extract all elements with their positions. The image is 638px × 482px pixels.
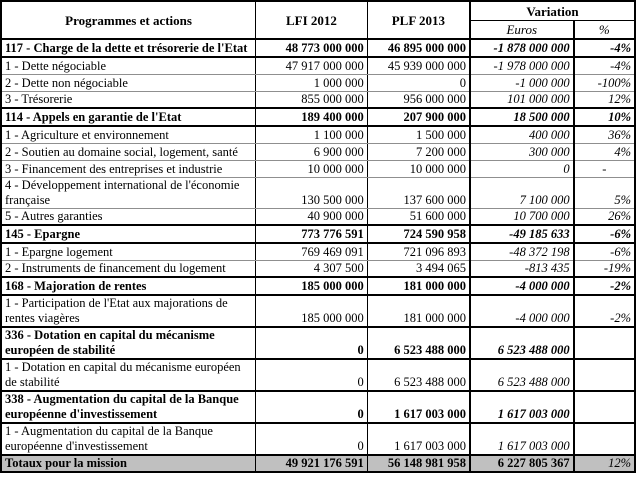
cell-label: 3 - Financement des entreprises et industrie — [1, 160, 256, 177]
cell-label: 336 - Dotation en capital du mécanisme européen de stabilité — [1, 327, 256, 359]
cell-lfi-2012: 6 900 000 — [256, 143, 368, 160]
cell-variation-euros: -4 000 000 — [470, 277, 574, 295]
cell-lfi-2012: 855 000 000 — [256, 91, 368, 108]
cell-variation-pct — [574, 327, 635, 359]
cell-lfi-2012: 769 469 091 — [256, 243, 368, 260]
cell-variation-pct: 26% — [574, 208, 635, 225]
cell-lfi-2012: 130 500 000 — [256, 177, 368, 208]
col-header-programmes: Programmes et actions — [1, 1, 256, 39]
cell-lfi-2012: 40 900 000 — [256, 208, 368, 225]
cell-variation-pct: 4% — [574, 143, 635, 160]
cell-lfi-2012: 0 — [256, 327, 368, 359]
cell-label: 1 - Participation de l'Etat aux majorations de rentes viagères — [1, 295, 256, 327]
cell-plf-2013: 1 617 003 000 — [367, 391, 470, 423]
cell-variation-euros: -48 372 198 — [470, 243, 574, 260]
cell-lfi-2012: 4 307 500 — [256, 260, 368, 277]
cell-lfi-2012: 49 921 176 591 — [256, 455, 368, 472]
cell-variation-euros: 400 000 — [470, 126, 574, 143]
cell-label: 114 - Appels en garantie de l'Etat — [1, 108, 256, 126]
cell-plf-2013: 956 000 000 — [367, 91, 470, 108]
cell-variation-pct: 10% — [574, 108, 635, 126]
table-row — [1, 225, 635, 243]
cell-plf-2013: 56 148 981 958 — [367, 455, 470, 472]
table-row — [1, 74, 635, 91]
cell-plf-2013: 6 523 488 000 — [367, 327, 470, 359]
col-header-variation-euros: Euros — [470, 21, 574, 40]
cell-variation-euros: -1 978 000 000 — [470, 57, 574, 74]
cell-label: 1 - Dotation en capital du mécanisme européen de stabilité — [1, 359, 256, 391]
cell-plf-2013: 181 000 000 — [367, 277, 470, 295]
cell-label: 145 - Epargne — [1, 225, 256, 243]
cell-label: 1 - Agriculture et environnement — [1, 126, 256, 143]
cell-label: 2 - Instruments de financement du logement — [1, 260, 256, 277]
table-row — [1, 108, 635, 126]
cell-plf-2013: 51 600 000 — [367, 208, 470, 225]
cell-label: 4 - Développement international de l'économie française — [1, 177, 256, 208]
cell-lfi-2012: 185 000 000 — [256, 277, 368, 295]
cell-variation-pct: 36% — [574, 126, 635, 143]
cell-variation-pct: 5% — [574, 177, 635, 208]
table-row — [1, 57, 635, 74]
cell-variation-pct: 12% — [574, 455, 635, 472]
cell-variation-pct: -19% — [574, 260, 635, 277]
table-body — [1, 39, 635, 472]
table-row — [1, 327, 635, 359]
cell-label: 1 - Augmentation du capital de la Banque européenne d'investissement — [1, 423, 256, 455]
cell-plf-2013: 724 590 958 — [367, 225, 470, 243]
cell-lfi-2012: 189 400 000 — [256, 108, 368, 126]
cell-label: 3 - Trésorerie — [1, 91, 256, 108]
cell-lfi-2012: 0 — [256, 423, 368, 455]
cell-label: 5 - Autres garanties — [1, 208, 256, 225]
cell-variation-pct — [574, 359, 635, 391]
table-row — [1, 39, 635, 57]
table-header — [1, 1, 635, 39]
cell-variation-pct: -6% — [574, 243, 635, 260]
cell-variation-euros: 1 617 003 000 — [470, 423, 574, 455]
cell-plf-2013: 0 — [367, 74, 470, 91]
cell-label: 168 - Majoration de rentes — [1, 277, 256, 295]
cell-variation-pct: -4% — [574, 57, 635, 74]
cell-variation-euros: -49 185 633 — [470, 225, 574, 243]
cell-lfi-2012: 773 776 591 — [256, 225, 368, 243]
cell-variation-pct: -100% — [574, 74, 635, 91]
cell-plf-2013: 46 895 000 000 — [367, 39, 470, 57]
cell-plf-2013: 45 939 000 000 — [367, 57, 470, 74]
cell-plf-2013: 3 494 065 — [367, 260, 470, 277]
table-row — [1, 177, 635, 208]
table-row — [1, 160, 635, 177]
cell-lfi-2012: 48 773 000 000 — [256, 39, 368, 57]
cell-label: 2 - Soutien au domaine social, logement, santé — [1, 143, 256, 160]
cell-variation-pct: -2% — [574, 295, 635, 327]
col-header-variation: Variation — [470, 1, 635, 21]
table-row — [1, 359, 635, 391]
cell-plf-2013: 1 500 000 — [367, 126, 470, 143]
cell-variation-euros: 101 000 000 — [470, 91, 574, 108]
table-row — [1, 295, 635, 327]
cell-label: 1 - Epargne logement — [1, 243, 256, 260]
cell-variation-euros: -1 000 000 — [470, 74, 574, 91]
cell-label: 1 - Dette négociable — [1, 57, 256, 74]
cell-plf-2013: 181 000 000 — [367, 295, 470, 327]
cell-plf-2013: 10 000 000 — [367, 160, 470, 177]
cell-plf-2013: 1 617 003 000 — [367, 423, 470, 455]
cell-variation-euros: 18 500 000 — [470, 108, 574, 126]
cell-lfi-2012: 185 000 000 — [256, 295, 368, 327]
cell-variation-euros: 6 227 805 367 — [470, 455, 574, 472]
cell-variation-pct — [574, 423, 635, 455]
table-row — [1, 260, 635, 277]
table-row — [1, 243, 635, 260]
col-header-plf-2013: PLF 2013 — [367, 1, 470, 39]
cell-variation-pct: - — [574, 160, 635, 177]
cell-lfi-2012: 0 — [256, 391, 368, 423]
cell-label: Totaux pour la mission — [1, 455, 256, 472]
col-header-variation-percent: % — [574, 21, 635, 40]
cell-lfi-2012: 47 917 000 000 — [256, 57, 368, 74]
cell-label: 2 - Dette non négociable — [1, 74, 256, 91]
cell-variation-euros: 0 — [470, 160, 574, 177]
cell-variation-pct: -4% — [574, 39, 635, 57]
col-header-lfi-2012: LFI 2012 — [256, 1, 368, 39]
cell-lfi-2012: 1 000 000 — [256, 74, 368, 91]
table-row — [1, 143, 635, 160]
cell-plf-2013: 6 523 488 000 — [367, 359, 470, 391]
cell-plf-2013: 7 200 000 — [367, 143, 470, 160]
total-row — [1, 455, 635, 472]
table-row — [1, 208, 635, 225]
cell-variation-euros: -1 878 000 000 — [470, 39, 574, 57]
cell-variation-pct: -6% — [574, 225, 635, 243]
cell-variation-euros: -813 435 — [470, 260, 574, 277]
table-row — [1, 126, 635, 143]
table-row — [1, 391, 635, 423]
cell-variation-euros: 6 523 488 000 — [470, 327, 574, 359]
table-row — [1, 91, 635, 108]
cell-lfi-2012: 0 — [256, 359, 368, 391]
cell-plf-2013: 721 096 893 — [367, 243, 470, 260]
cell-variation-pct: 12% — [574, 91, 635, 108]
cell-variation-euros: 7 100 000 — [470, 177, 574, 208]
cell-label: 338 - Augmentation du capital de la Banque européenne d'investissement — [1, 391, 256, 423]
cell-variation-euros: 6 523 488 000 — [470, 359, 574, 391]
table-row — [1, 277, 635, 295]
cell-variation-euros: 1 617 003 000 — [470, 391, 574, 423]
cell-variation-euros: 10 700 000 — [470, 208, 574, 225]
cell-variation-euros: -4 000 000 — [470, 295, 574, 327]
cell-lfi-2012: 10 000 000 — [256, 160, 368, 177]
cell-plf-2013: 207 900 000 — [367, 108, 470, 126]
cell-label: 117 - Charge de la dette et trésorerie de l'Etat — [1, 39, 256, 57]
cell-lfi-2012: 1 100 000 — [256, 126, 368, 143]
cell-variation-pct: -2% — [574, 277, 635, 295]
cell-plf-2013: 137 600 000 — [367, 177, 470, 208]
cell-variation-euros: 300 000 — [470, 143, 574, 160]
cell-variation-pct — [574, 391, 635, 423]
table-row — [1, 423, 635, 455]
